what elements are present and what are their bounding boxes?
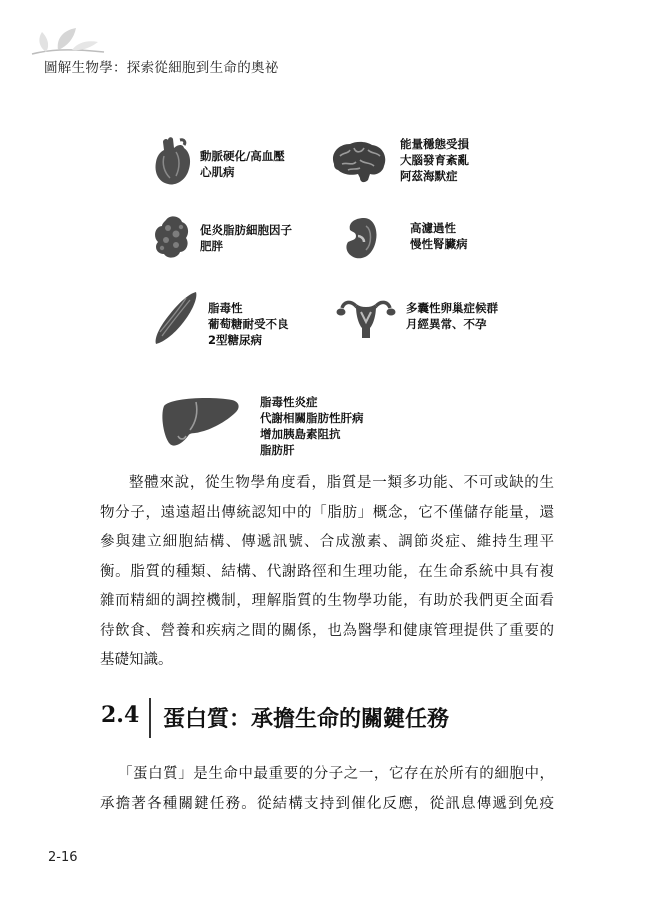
running-header: 圖解生物學：探索從細胞到生命的奧祕 bbox=[44, 60, 279, 76]
page-number: 2-16 bbox=[48, 850, 78, 865]
brain-icon bbox=[328, 140, 388, 186]
paragraph-line: 參與建立細胞結構、傳遞訊號、合成激素、調節炎症、維持生理平 bbox=[100, 534, 554, 550]
label-line: 促炎脂肪細胞因子 bbox=[200, 223, 292, 237]
label-line: 脂毒性 bbox=[208, 301, 243, 315]
figure-label-liver bbox=[260, 394, 364, 458]
paragraph-line: 基礎知識。 bbox=[100, 652, 173, 668]
paragraph-line: 待飲食、營養和疾病之間的關係，也為醫學和健康管理提供了重要的 bbox=[100, 622, 554, 639]
section-title: 蛋白質：承擔生命的關鍵任務 bbox=[163, 706, 450, 732]
figure-label-uterus bbox=[406, 300, 498, 332]
label-line: 脂毒性炎症 bbox=[260, 395, 318, 409]
figure-label-adipose bbox=[200, 222, 292, 254]
label-line: 月經異常、不孕 bbox=[406, 317, 487, 331]
muscle-icon bbox=[152, 290, 200, 346]
paragraph-line: 物分子，遠遠超出傳統認知中的「脂肪」概念，它不僅儲存能量，還 bbox=[100, 504, 554, 521]
section-divider bbox=[149, 698, 151, 738]
paragraph-line: 「蛋白質」是生命中最重要的分子之一，它存在於所有的細胞中， bbox=[118, 766, 554, 782]
paragraph-line: 承擔著各種關鍵任務。從結構支持到催化反應，從訊息傳遞到免疫 bbox=[100, 795, 554, 812]
label-line: 阿茲海默症 bbox=[400, 169, 458, 183]
figure-label-brain bbox=[400, 136, 469, 184]
label-line: 代謝相關脂肪性肝病 bbox=[260, 411, 364, 425]
label-line: 大腦發育紊亂 bbox=[400, 153, 469, 167]
figure-label-kidney bbox=[410, 220, 468, 252]
label-line: 脂肪肝 bbox=[260, 443, 295, 457]
liver-icon bbox=[160, 396, 240, 450]
figure-label-heart bbox=[200, 148, 285, 180]
kidney-icon bbox=[344, 216, 378, 260]
label-line: 增加胰島素阻抗 bbox=[260, 427, 341, 441]
label-line: 肥胖 bbox=[200, 239, 223, 253]
heart-icon bbox=[150, 136, 194, 188]
label-line: 高濾過性 bbox=[410, 221, 456, 235]
label-line: 動脈硬化/高血壓 bbox=[200, 149, 285, 163]
label-line: 2型糖尿病 bbox=[208, 333, 263, 347]
label-line: 葡萄糖耐受不良 bbox=[208, 317, 289, 331]
body-paragraph bbox=[100, 760, 554, 819]
paragraph-line: 衡。脂質的種類、結構、代謝路徑和生理功能，在生命系統中具有複 bbox=[100, 563, 554, 580]
adipose-tissue-icon bbox=[152, 214, 192, 260]
label-line: 慢性腎臟病 bbox=[410, 237, 468, 251]
paragraph-line: 整體來說，從生物學角度看，脂質是一類多功能、不可或缺的生 bbox=[129, 475, 554, 491]
label-line: 多囊性卵巢症候群 bbox=[406, 301, 498, 315]
body-paragraph bbox=[100, 469, 554, 676]
section-number: 2.4 bbox=[101, 702, 140, 728]
label-line: 心肌病 bbox=[200, 165, 235, 179]
label-line: 能量穩態受損 bbox=[400, 137, 469, 151]
figure-label-muscle bbox=[208, 300, 289, 348]
uterus-icon bbox=[336, 298, 396, 340]
paragraph-line: 雜而精細的調控機制，理解脂質的生物學功能，有助於我們更全面看 bbox=[100, 593, 554, 609]
